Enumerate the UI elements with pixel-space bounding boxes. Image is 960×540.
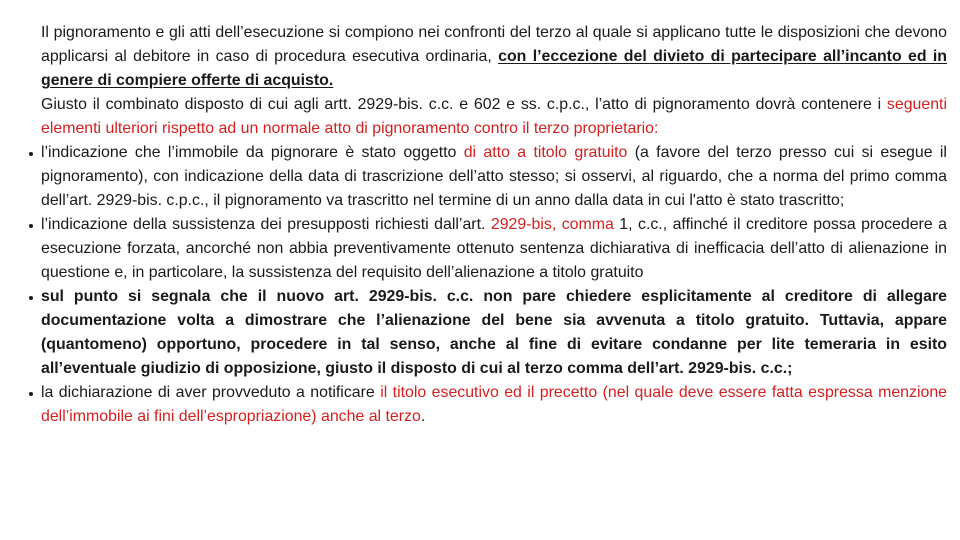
list-item [41,213,947,285]
intro-p1-emphasis: con l’eccezione del divieto di partecipare all’incanto ed in genere di compiere offerte di acquisto. [41,48,947,89]
intro-p2-text: Giusto il combinato disposto di cui agli artt. 2929-bis. c.c. e 602 e ss. c.p.c., l’atto di pignoramento dovrà contenere i [41,96,887,113]
highlighted-text: di atto a titolo gratuito [463,144,628,161]
list-item-text: l’indicazione della sussistenza dei presupposti richiesti dall’art. [41,216,491,233]
bullet-icon [29,392,33,396]
intro-paragraph-2 [41,93,947,141]
list-item-text: . [420,408,426,425]
intro-paragraph-1 [41,21,947,93]
bullet-icon [29,152,33,156]
intro-p1-text: Il pignoramento e gli atti dell’esecuzione si compiono nei confronti del terzo al quale si applicano tutte le disposizioni che devono applicarsi al debitore in caso di procedura esecutiva ordinaria, [41,24,947,65]
bullet-icon [29,296,33,300]
bullet-icon [29,224,33,228]
requirements-list [41,141,947,429]
list-item [41,141,947,213]
list-item-text: sul punto si segnala che il nuovo art. 2929-bis. c.c. non pare chiedere esplicitamente al creditore di allegare documentazione volta a dimostrare che l’alienazione del bene sia avvenuta a titolo gratuito. Tuttavia, appare (quantomeno) opportuno, procedere in tal senso, anche al fine di evitare condanne per lite temeraria in esito all’eventuale giudizio di opposizione, giusto il disposto di cui al terzo comma dell’art. 2929-bis. c.c.; [41,288,947,377]
highlighted-text: il titolo esecutivo ed il precetto (nel quale deve essere fatta espressa menzione dell’immobile ai fini dell’espropriazione) anche al terzo [41,384,947,425]
list-item-text: (a favore del terzo presso cui si esegue il pignoramento), con indicazione della data di trascrizione dell’atto stesso; si osservi, al riguardo, che a norma del primo comma dell’art. 2929-bis. c.p.c., il pignoramento va trascritto nel termine di un anno dalla data in cui l'atto è stato trascritto; [41,144,947,209]
list-item-text: l’indicazione che l’immobile da pignorare è stato oggetto [41,144,464,161]
list-item [41,381,947,429]
intro-p2-highlight: seguenti elementi ulteriori rispetto ad un normale atto di pignoramento contro il terzo proprietario: [41,96,947,137]
list-item-text: 1, c.c., affinché il creditore possa procedere a esecuzione forzata, ancorché non abbia preventivamente ottenuto sentenza dichiarativa di inefficacia dell’atto di alienazione in questione e, in particolare, la sussistenza del requisito dell’alienazione a titolo gratuito [41,216,947,281]
list-item [41,285,947,381]
slide-content [41,21,947,429]
list-item-text: la dichiarazione di aver provveduto a notificare [41,384,381,401]
highlighted-text: 2929-bis, comma [490,216,614,233]
